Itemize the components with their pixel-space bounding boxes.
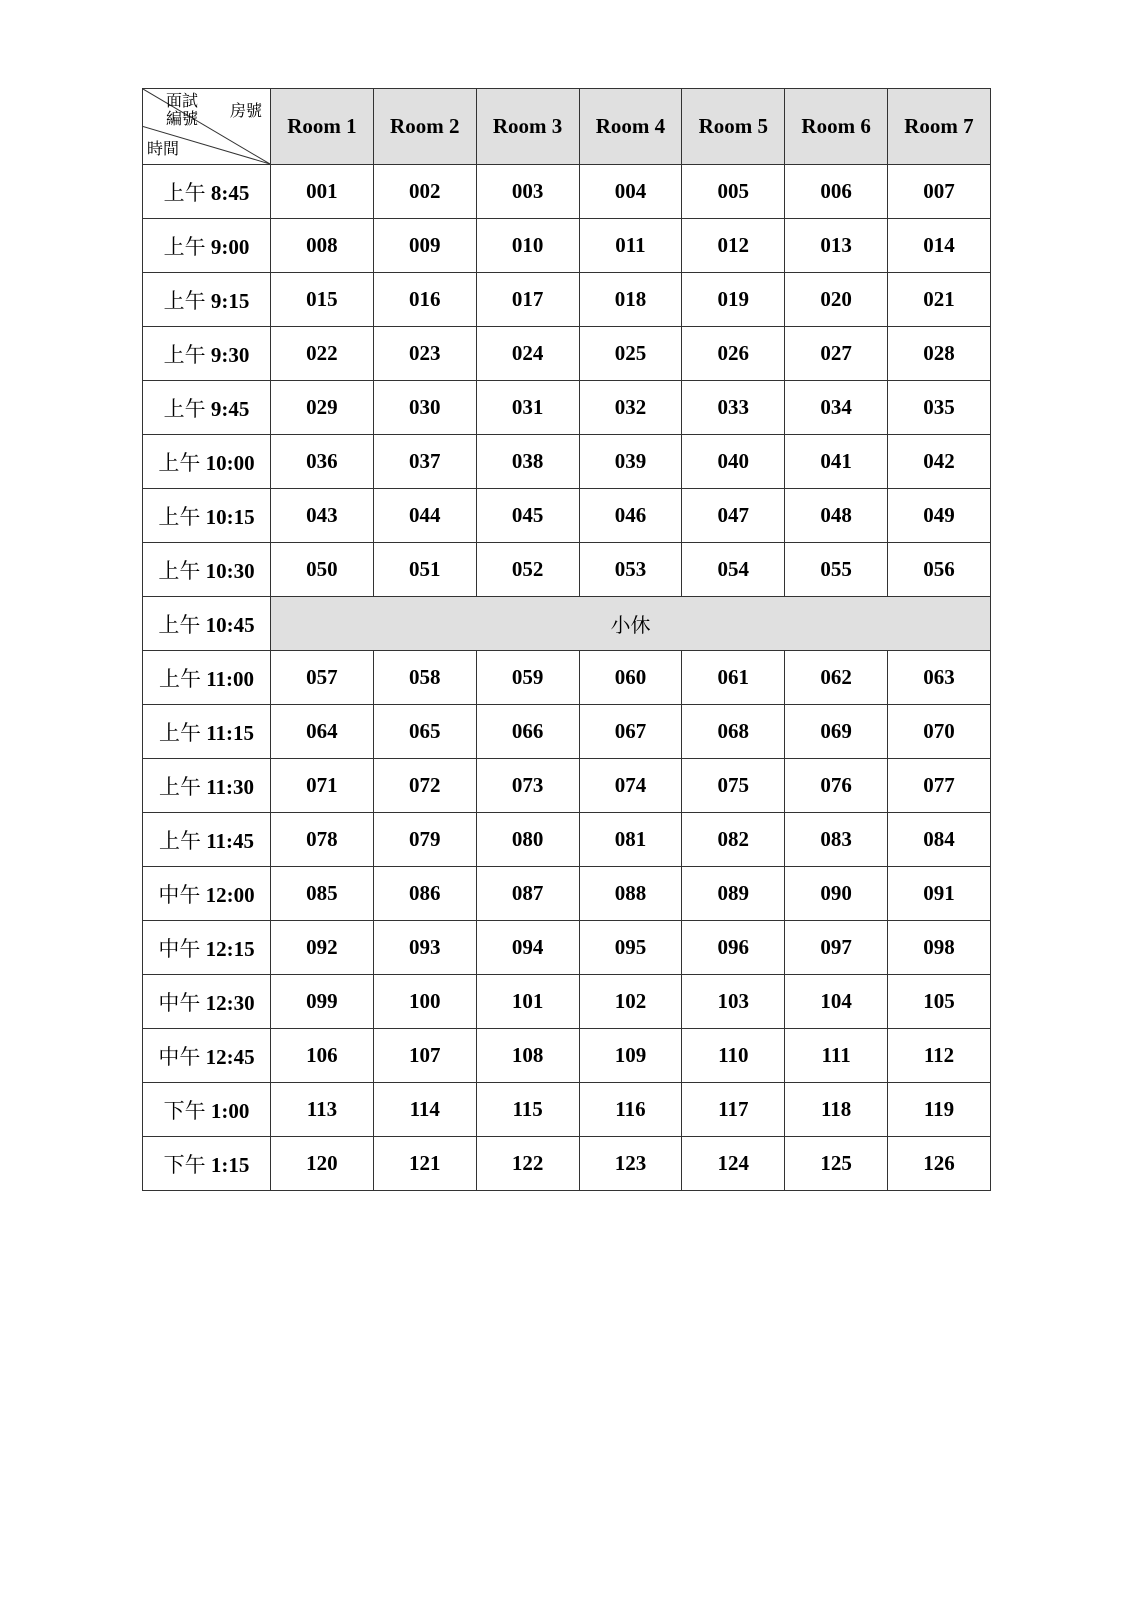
interview-number-cell: 023: [373, 327, 476, 381]
interview-number-cell: 069: [785, 705, 888, 759]
table-row: [143, 381, 991, 435]
interview-number-cell: 028: [888, 327, 991, 381]
interview-number-cell: 125: [785, 1137, 888, 1191]
corner-time-label: 時間: [147, 139, 180, 158]
interview-number-cell: 068: [682, 705, 785, 759]
interview-number-cell: 070: [888, 705, 991, 759]
interview-number-cell: 076: [785, 759, 888, 813]
interview-number-cell: 097: [785, 921, 888, 975]
room-header: Room 1: [271, 89, 374, 165]
time-clock-label: 10:00: [205, 450, 255, 475]
table-row: [143, 489, 991, 543]
interview-number-cell: 013: [785, 219, 888, 273]
interview-number-cell: 027: [785, 327, 888, 381]
time-period-label: 上午: [163, 342, 206, 367]
time-clock-label: 11:15: [206, 720, 255, 745]
time-slot-cell: [143, 381, 271, 435]
time-slot-cell: [143, 705, 271, 759]
time-clock-label: 1:00: [210, 1098, 250, 1123]
interview-number-cell: 121: [373, 1137, 476, 1191]
header-row: [143, 89, 991, 165]
time-period-label: 上午: [163, 234, 206, 259]
interview-number-cell: 089: [682, 867, 785, 921]
time-clock-label: 12:15: [205, 936, 255, 961]
break-cell: 小休: [271, 597, 991, 651]
table-row: [143, 543, 991, 597]
interview-number-cell: 002: [373, 165, 476, 219]
time-slot-cell: [143, 273, 271, 327]
time-slot-cell: [143, 921, 271, 975]
interview-number-cell: 094: [476, 921, 579, 975]
interview-number-cell: 010: [476, 219, 579, 273]
interview-number-cell: 111: [785, 1029, 888, 1083]
interview-number-cell: 101: [476, 975, 579, 1029]
interview-number-cell: 022: [271, 327, 374, 381]
interview-number-cell: 007: [888, 165, 991, 219]
time-slot-cell: [143, 813, 271, 867]
interview-number-cell: 102: [579, 975, 682, 1029]
interview-number-cell: 120: [271, 1137, 374, 1191]
interview-number-cell: 044: [373, 489, 476, 543]
interview-number-cell: 056: [888, 543, 991, 597]
interview-number-cell: 103: [682, 975, 785, 1029]
interview-number-cell: 107: [373, 1029, 476, 1083]
interview-number-cell: 025: [579, 327, 682, 381]
time-clock-label: 9:00: [210, 234, 250, 259]
table-row: [143, 219, 991, 273]
time-period-label: 上午: [158, 450, 201, 475]
interview-number-cell: 077: [888, 759, 991, 813]
interview-number-cell: 024: [476, 327, 579, 381]
time-clock-label: 9:45: [210, 396, 250, 421]
table-row: [143, 813, 991, 867]
interview-number-cell: 079: [373, 813, 476, 867]
interview-number-cell: 062: [785, 651, 888, 705]
time-period-label: 中午: [158, 1044, 201, 1069]
time-clock-label: 10:15: [205, 504, 255, 529]
time-clock-label: 1:15: [210, 1152, 250, 1177]
interview-number-cell: 040: [682, 435, 785, 489]
interview-number-cell: 054: [682, 543, 785, 597]
interview-number-cell: 019: [682, 273, 785, 327]
time-period-label: 中午: [158, 990, 201, 1015]
interview-number-cell: 041: [785, 435, 888, 489]
interview-number-cell: 064: [271, 705, 374, 759]
table-row: [143, 1029, 991, 1083]
time-period-label: 下午: [163, 1152, 206, 1177]
interview-number-cell: 110: [682, 1029, 785, 1083]
interview-number-cell: 057: [271, 651, 374, 705]
interview-number-cell: 093: [373, 921, 476, 975]
interview-number-cell: 035: [888, 381, 991, 435]
time-period-label: 上午: [158, 666, 201, 691]
interview-number-cell: 082: [682, 813, 785, 867]
time-period-label: 上午: [158, 774, 201, 799]
interview-number-cell: 001: [271, 165, 374, 219]
interview-number-cell: 095: [579, 921, 682, 975]
table-row: [143, 705, 991, 759]
interview-number-cell: 063: [888, 651, 991, 705]
interview-number-cell: 042: [888, 435, 991, 489]
interview-number-cell: 046: [579, 489, 682, 543]
interview-number-cell: 067: [579, 705, 682, 759]
time-slot-cell: [143, 1029, 271, 1083]
time-clock-label: 12:45: [205, 1044, 255, 1069]
interview-number-cell: 117: [682, 1083, 785, 1137]
interview-number-cell: 049: [888, 489, 991, 543]
interview-number-cell: 099: [271, 975, 374, 1029]
interview-number-cell: 113: [271, 1083, 374, 1137]
time-clock-label: 12:00: [205, 882, 255, 907]
time-clock-label: 12:30: [205, 990, 255, 1015]
interview-number-cell: 126: [888, 1137, 991, 1191]
interview-schedule-table: [142, 88, 991, 1191]
interview-number-cell: 098: [888, 921, 991, 975]
schedule-body: [143, 165, 991, 1191]
interview-number-cell: 015: [271, 273, 374, 327]
time-slot-cell: [143, 651, 271, 705]
time-slot-cell: [143, 219, 271, 273]
corner-room-number-label: 房號: [229, 101, 262, 120]
table-row: [143, 1137, 991, 1191]
interview-number-cell: 033: [682, 381, 785, 435]
time-slot-cell: [143, 759, 271, 813]
interview-number-cell: 116: [579, 1083, 682, 1137]
time-period-label: 上午: [158, 558, 201, 583]
interview-number-cell: 061: [682, 651, 785, 705]
interview-number-cell: 034: [785, 381, 888, 435]
interview-number-cell: 017: [476, 273, 579, 327]
time-slot-cell: [143, 165, 271, 219]
interview-number-cell: 032: [579, 381, 682, 435]
interview-number-cell: 123: [579, 1137, 682, 1191]
table-row: [143, 327, 991, 381]
interview-number-cell: 100: [373, 975, 476, 1029]
interview-number-cell: 036: [271, 435, 374, 489]
time-clock-label: 11:00: [206, 666, 255, 691]
time-clock-label: 10:30: [205, 558, 255, 583]
interview-number-cell: 052: [476, 543, 579, 597]
interview-number-cell: 088: [579, 867, 682, 921]
interview-number-cell: 087: [476, 867, 579, 921]
corner-interview-number-label: 面試 編號: [165, 91, 198, 128]
time-slot-cell: [143, 327, 271, 381]
interview-number-cell: 030: [373, 381, 476, 435]
interview-number-cell: 074: [579, 759, 682, 813]
interview-number-cell: 038: [476, 435, 579, 489]
interview-number-cell: 090: [785, 867, 888, 921]
room-header: Room 4: [579, 89, 682, 165]
interview-number-cell: 053: [579, 543, 682, 597]
time-period-label: 上午: [158, 720, 201, 745]
interview-number-cell: 026: [682, 327, 785, 381]
interview-number-cell: 092: [271, 921, 374, 975]
time-clock-label: 9:15: [210, 288, 250, 313]
interview-number-cell: 005: [682, 165, 785, 219]
interview-number-cell: 086: [373, 867, 476, 921]
room-header: Room 7: [888, 89, 991, 165]
interview-number-cell: 018: [579, 273, 682, 327]
interview-number-cell: 051: [373, 543, 476, 597]
interview-number-cell: 047: [682, 489, 785, 543]
table-row: [143, 1083, 991, 1137]
interview-number-cell: 008: [271, 219, 374, 273]
table-row: [143, 273, 991, 327]
interview-number-cell: 009: [373, 219, 476, 273]
table-row: [143, 975, 991, 1029]
time-slot-cell: [143, 597, 271, 651]
interview-number-cell: 003: [476, 165, 579, 219]
interview-number-cell: 029: [271, 381, 374, 435]
table-row: [143, 867, 991, 921]
time-slot-cell: [143, 867, 271, 921]
interview-number-cell: 048: [785, 489, 888, 543]
time-period-label: 上午: [163, 288, 206, 313]
interview-number-cell: 106: [271, 1029, 374, 1083]
room-header: Room 3: [476, 89, 579, 165]
time-period-label: 上午: [158, 828, 201, 853]
interview-number-cell: 045: [476, 489, 579, 543]
interview-number-cell: 066: [476, 705, 579, 759]
time-period-label: 上午: [158, 612, 201, 637]
interview-number-cell: 105: [888, 975, 991, 1029]
time-slot-cell: [143, 1083, 271, 1137]
interview-number-cell: 084: [888, 813, 991, 867]
interview-number-cell: 109: [579, 1029, 682, 1083]
interview-number-cell: 016: [373, 273, 476, 327]
room-header: Room 2: [373, 89, 476, 165]
interview-number-cell: 091: [888, 867, 991, 921]
interview-number-cell: 081: [579, 813, 682, 867]
time-period-label: 中午: [158, 882, 201, 907]
interview-number-cell: 075: [682, 759, 785, 813]
table-row: [143, 651, 991, 705]
interview-number-cell: 112: [888, 1029, 991, 1083]
time-period-label: 下午: [163, 1098, 206, 1123]
interview-number-cell: 085: [271, 867, 374, 921]
time-period-label: 上午: [163, 180, 206, 205]
interview-number-cell: 072: [373, 759, 476, 813]
interview-number-cell: 115: [476, 1083, 579, 1137]
break-row: [143, 597, 991, 651]
interview-number-cell: 060: [579, 651, 682, 705]
interview-number-cell: 039: [579, 435, 682, 489]
interview-number-cell: 037: [373, 435, 476, 489]
interview-number-cell: 006: [785, 165, 888, 219]
interview-number-cell: 073: [476, 759, 579, 813]
interview-number-cell: 059: [476, 651, 579, 705]
interview-number-cell: 104: [785, 975, 888, 1029]
time-slot-cell: [143, 975, 271, 1029]
interview-number-cell: 043: [271, 489, 374, 543]
interview-number-cell: 119: [888, 1083, 991, 1137]
time-slot-cell: [143, 543, 271, 597]
interview-number-cell: 004: [579, 165, 682, 219]
interview-number-cell: 012: [682, 219, 785, 273]
interview-number-cell: 071: [271, 759, 374, 813]
interview-number-cell: 118: [785, 1083, 888, 1137]
interview-number-cell: 031: [476, 381, 579, 435]
time-period-label: 上午: [158, 504, 201, 529]
interview-number-cell: 014: [888, 219, 991, 273]
interview-number-cell: 065: [373, 705, 476, 759]
table-row: [143, 921, 991, 975]
table-row: [143, 759, 991, 813]
room-header: Room 6: [785, 89, 888, 165]
time-clock-label: 8:45: [210, 180, 250, 205]
time-clock-label: 11:30: [206, 774, 255, 799]
table-row: [143, 435, 991, 489]
corner-header-cell: [143, 89, 271, 165]
interview-number-cell: 124: [682, 1137, 785, 1191]
interview-number-cell: 020: [785, 273, 888, 327]
time-clock-label: 10:45: [205, 612, 255, 637]
interview-number-cell: 050: [271, 543, 374, 597]
interview-number-cell: 096: [682, 921, 785, 975]
room-header: Room 5: [682, 89, 785, 165]
interview-number-cell: 114: [373, 1083, 476, 1137]
interview-number-cell: 058: [373, 651, 476, 705]
interview-number-cell: 080: [476, 813, 579, 867]
interview-number-cell: 078: [271, 813, 374, 867]
time-clock-label: 11:45: [206, 828, 255, 853]
interview-number-cell: 122: [476, 1137, 579, 1191]
time-clock-label: 9:30: [210, 342, 250, 367]
time-slot-cell: [143, 1137, 271, 1191]
interview-number-cell: 108: [476, 1029, 579, 1083]
time-slot-cell: [143, 489, 271, 543]
time-period-label: 上午: [163, 396, 206, 421]
interview-number-cell: 011: [579, 219, 682, 273]
interview-number-cell: 021: [888, 273, 991, 327]
time-slot-cell: [143, 435, 271, 489]
time-period-label: 中午: [158, 936, 201, 961]
interview-number-cell: 083: [785, 813, 888, 867]
table-row: [143, 165, 991, 219]
interview-number-cell: 055: [785, 543, 888, 597]
